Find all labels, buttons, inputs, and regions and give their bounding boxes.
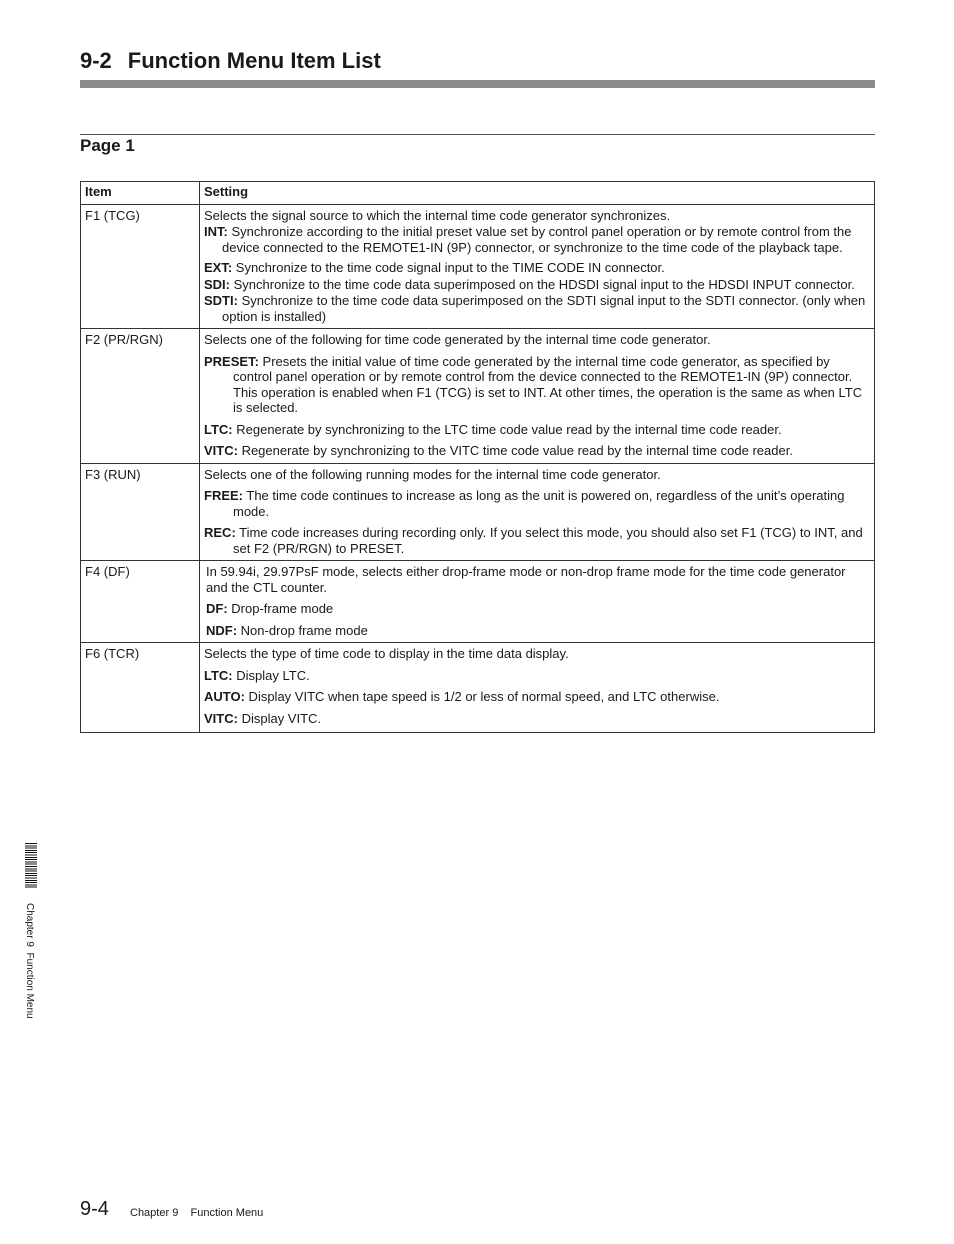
column-header-setting: Setting — [200, 182, 875, 205]
setting-option — [206, 601, 868, 617]
item-cell: F4 (DF) — [81, 561, 200, 643]
option-text: Presets the initial value of time code generated by the internal time code generator, as specified by control panel operation or by remote control from the device connected to the REMOTE1-IN (9P) connector. This operation is enabled when F1 (TCG) is set to INT. At other times, the operation is the same as when LTC is selected. — [233, 353, 863, 415]
option-name: SDI: — [204, 276, 230, 292]
footer-chapter-label: Chapter 9 Function Menu — [130, 1207, 264, 1219]
section-title — [80, 48, 381, 74]
item-cell: F1 (TCG) — [81, 204, 200, 329]
option-name: EXT: — [204, 260, 233, 275]
option-name: VITC: — [204, 710, 238, 726]
setting-option — [204, 711, 868, 727]
setting-description: Selects one of the following for time code generated by the internal time code generator. — [204, 332, 711, 347]
setting-cell — [200, 329, 875, 464]
table-header-row — [81, 182, 875, 205]
setting-cell — [200, 561, 875, 643]
setting-option — [204, 277, 868, 293]
option-name: PRESET: — [204, 353, 259, 369]
setting-option — [204, 689, 868, 705]
option-text: Display VITC. — [237, 710, 322, 726]
chapter-thumb-tab — [25, 843, 37, 889]
setting-option — [204, 260, 868, 276]
function-menu-table — [80, 181, 875, 733]
setting-option — [204, 525, 868, 556]
setting-option — [204, 422, 868, 438]
option-text: Regenerate by synchronizing to the LTC time code value read by the internal time code reader. — [232, 421, 782, 437]
setting-description: Selects the signal source to which the internal time code generator synchronizes. — [204, 207, 671, 223]
table-row — [81, 329, 875, 464]
setting-option — [204, 668, 868, 684]
item-cell: F6 (TCR) — [81, 643, 200, 733]
option-name: NDF: — [206, 622, 238, 638]
item-cell: F3 (RUN) — [81, 463, 200, 561]
table-row — [81, 561, 875, 643]
option-name: AUTO: — [204, 689, 245, 704]
option-text: Time code increases during recording only. If you select this mode, you should also set F1 (TCG) to INT, and set F2 (PR/RGN) to PRESET. — [233, 525, 863, 556]
option-text: Synchronize to the time code signal input to the TIME CODE IN connector. — [232, 260, 665, 275]
column-header-item: Item — [81, 182, 200, 205]
sidebar-chapter-label: Chapter 9 Function Menu — [24, 903, 35, 1019]
setting-description: Selects one of the following running modes for the internal time code generator. — [204, 466, 661, 482]
setting-option — [206, 623, 868, 639]
setting-cell — [200, 643, 875, 733]
setting-cell — [200, 204, 875, 329]
setting-description: In 59.94i, 29.97PsF mode, selects either drop-frame mode or non-drop frame mode for the time code generator and the CTL counter. — [206, 564, 846, 595]
table-row — [81, 204, 875, 329]
option-text: Synchronize according to the initial preset value set by control panel operation or by remote control from the device connected to the REMOTE1-IN (9P) connector, or synchronize to the time code of the playback tape. — [222, 224, 852, 255]
option-text: Synchronize to the time code data superimposed on the SDTI signal input to the SDTI connector. (only when option is installed) — [222, 293, 866, 324]
option-text: The time code continues to increase as long as the unit is powered on, regardless of the unit’s operating mode. — [233, 488, 845, 519]
setting-option — [204, 488, 868, 519]
option-text: Synchronize to the time code data superimposed on the HDSDI signal input to the HDSDI INPUT connector. — [230, 276, 855, 292]
option-name: VITC: — [204, 443, 238, 458]
option-text: Display LTC. — [232, 667, 310, 683]
section-number: 9-2 — [80, 48, 112, 73]
setting-option — [204, 354, 868, 416]
section-title-text: Function Menu Item List — [127, 48, 381, 73]
option-name: REC: — [204, 525, 236, 540]
table-row — [81, 643, 875, 733]
item-cell: F2 (PR/RGN) — [81, 329, 200, 464]
option-name: FREE: — [204, 488, 243, 503]
option-text: Drop-frame mode — [227, 601, 334, 616]
page-heading: Page 1 — [80, 136, 135, 155]
setting-cell — [200, 463, 875, 561]
setting-option — [204, 443, 868, 459]
option-name: DF: — [206, 601, 228, 616]
page-heading-rule — [80, 134, 875, 135]
option-name: LTC: — [204, 667, 233, 683]
setting-description: Selects the type of time code to display in the time data display. — [204, 646, 569, 661]
option-name: SDTI: — [204, 293, 238, 308]
setting-option — [204, 293, 868, 324]
option-name: LTC: — [204, 421, 233, 437]
table-row — [81, 463, 875, 561]
option-text: Non-drop frame mode — [237, 622, 368, 638]
option-text: Regenerate by synchronizing to the VITC time code value read by the internal time code reader. — [237, 443, 793, 458]
page-number: 9-4 — [80, 1198, 109, 1220]
setting-option — [204, 224, 868, 255]
title-rule-bar — [80, 80, 875, 88]
option-text: Display VITC when tape speed is 1/2 or less of normal speed, and LTC otherwise. — [244, 689, 720, 704]
option-name: INT: — [204, 224, 228, 239]
